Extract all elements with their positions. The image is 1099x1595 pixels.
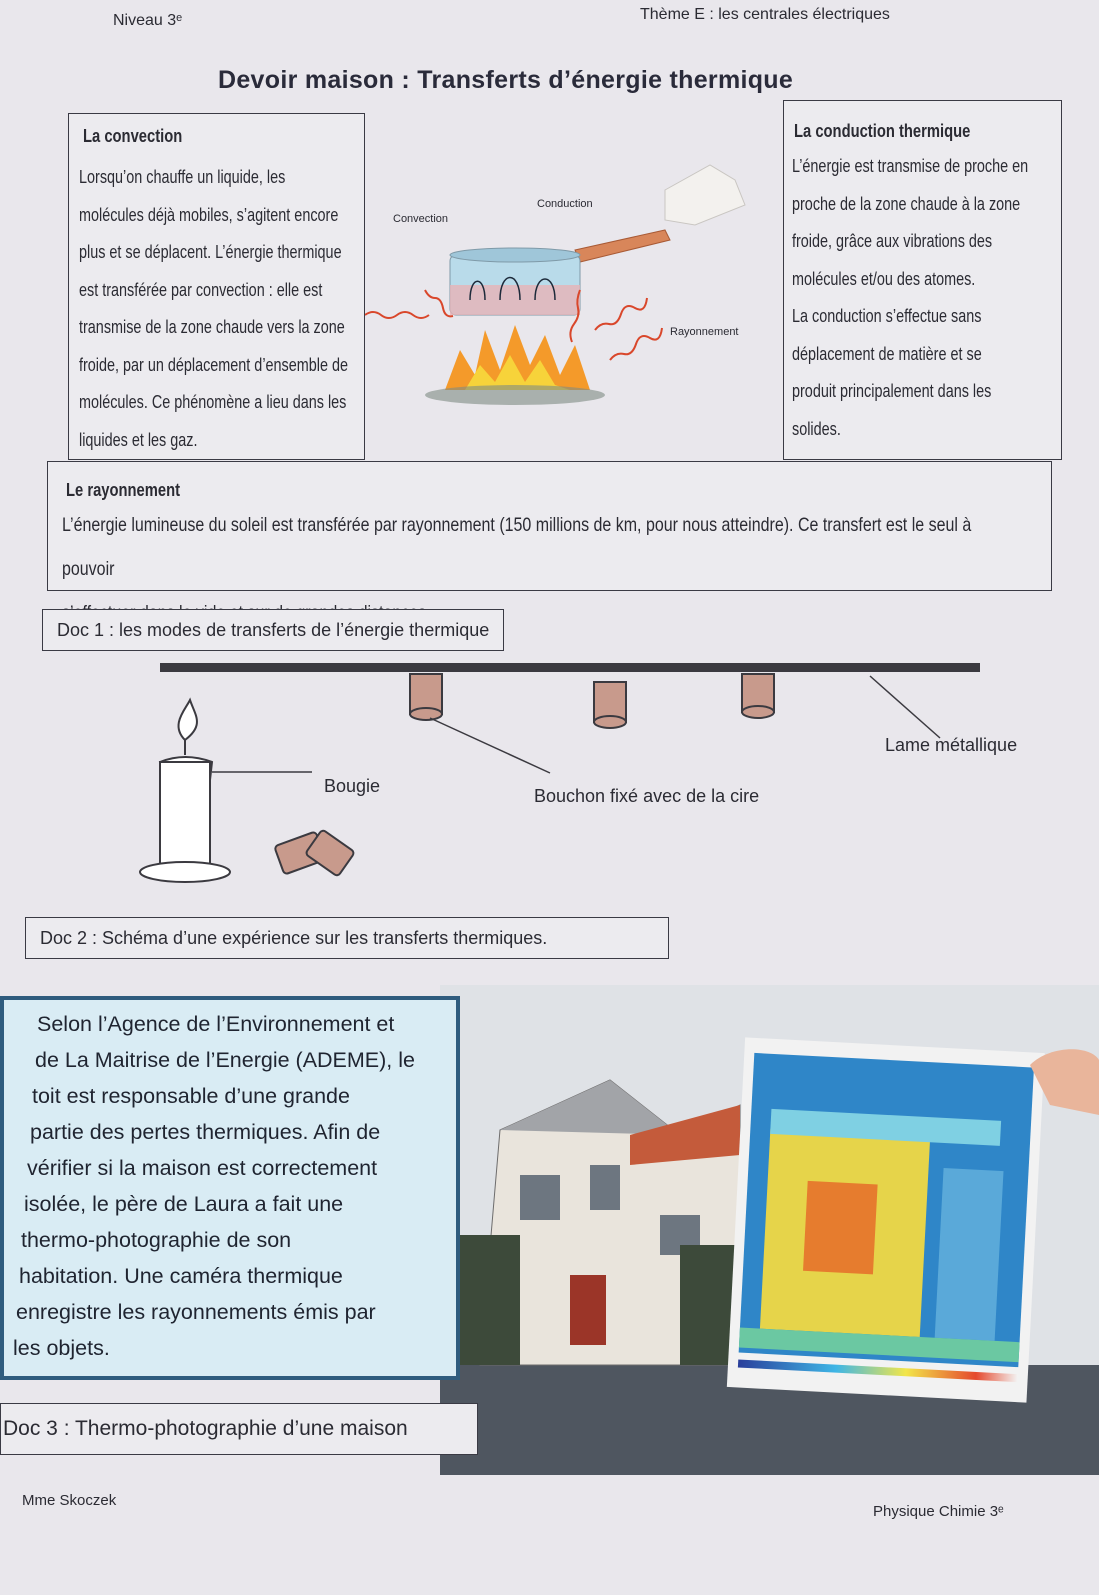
ademe-line: habitation. Une caméra thermique [19, 1264, 343, 1288]
level-label: Niveau 3ᵉ [113, 12, 183, 29]
rayonnement-box [47, 461, 1052, 591]
convection-line: plus et se déplacent. L’énergie thermique [79, 242, 342, 262]
author-footer: Mme Skoczek [22, 1492, 117, 1509]
label-bouchon: Bouchon fixé avec de la cire [534, 786, 760, 806]
doc3-caption: Doc 3 : Thermo-photographie d’une maison [0, 1403, 478, 1455]
candle-icon [140, 700, 230, 882]
conduction-line: molécules et/ou des atomes. [792, 268, 976, 289]
metal-bar [160, 663, 980, 672]
ademe-line: partie des pertes thermiques. Afin de [30, 1120, 381, 1144]
rayonnement-line: L’énergie lumineuse du soleil est transférée par rayonnement (150 millions de km, pour nous atteindre). Ce transfert est le seul à pouvoir [62, 514, 972, 580]
rayonnement-heading: Le rayonnement [66, 480, 181, 500]
fallen-cork-icon [274, 829, 355, 877]
ademe-line: les objets. [13, 1336, 110, 1360]
ademe-line: de La Maitrise de l’Energie (ADEME), le [35, 1048, 415, 1072]
ademe-line: enregistre les rayonnements émis par [16, 1300, 376, 1324]
conduction-box [783, 100, 1062, 460]
label-conduction: Conduction [537, 198, 593, 210]
convection-line: transmise de la zone chaude vers la zone [79, 317, 345, 337]
cork-icon [410, 674, 442, 720]
ademe-line: Selon l’Agence de l’Environnement et [37, 1012, 395, 1036]
convection-line: liquides et les gaz. [79, 429, 198, 450]
conduction-line: La conduction s’effectue sans [792, 306, 982, 326]
doc1-caption: Doc 1 : les modes de transferts de l’énergie thermique [42, 609, 504, 651]
ademe-line: isolée, le père de Laura a fait une [24, 1192, 344, 1216]
convection-line: est transférée par convection : elle est [79, 279, 323, 300]
experiment-diagram [130, 660, 1050, 910]
convection-line: molécules déjà mobiles, s’agitent encore [79, 204, 339, 225]
conduction-line: froide, grâce aux vibrations des [792, 231, 993, 251]
ademe-line: vérifier si la maison est correctement [27, 1156, 378, 1180]
conduction-text [792, 148, 1064, 448]
conduction-line: produit principalement dans les [792, 381, 992, 401]
label-convection: Convection [393, 213, 449, 225]
pot-handle [575, 230, 670, 262]
heat-transfer-illustration [365, 150, 780, 420]
convection-line: froide, par un déplacement d’ensemble de [79, 354, 348, 375]
convection-line: molécules. Ce phénomène a lieu dans les [79, 392, 347, 412]
subject-footer: Physique Chimie 3ᵉ [873, 1503, 1004, 1520]
conduction-line: solides. [792, 418, 841, 439]
convection-line: Lorsqu’on chauffe un liquide, les [79, 167, 286, 187]
cork-icon [594, 682, 626, 728]
cork-icon [742, 674, 774, 718]
convection-text [79, 159, 351, 459]
conduction-line: déplacement de matière et se [792, 343, 982, 364]
house-photo [440, 985, 1099, 1475]
convection-heading: La convection [83, 126, 183, 146]
convection-box [68, 113, 365, 460]
conduction-heading: La conduction thermique [794, 121, 971, 141]
label-rayonnement: Rayonnement [670, 326, 739, 338]
label-lame: Lame métallique [885, 735, 1018, 755]
page-title: Devoir maison : Transferts d’énergie thermique [218, 66, 794, 94]
doc2-caption: Doc 2 : Schéma d’une expérience sur les transferts thermiques. [25, 917, 669, 959]
hand-icon [665, 165, 745, 225]
ademe-line: toit est responsable d’une grande [32, 1084, 350, 1108]
ademe-line: thermo-photographie de son [21, 1228, 292, 1252]
conduction-line: L’énergie est transmise de proche en [792, 156, 1029, 176]
label-bougie: Bougie [324, 776, 381, 796]
conduction-line: proche de la zone chaude à la zone [792, 193, 1021, 214]
theme-label: Thème E : les centrales électriques [640, 6, 890, 23]
